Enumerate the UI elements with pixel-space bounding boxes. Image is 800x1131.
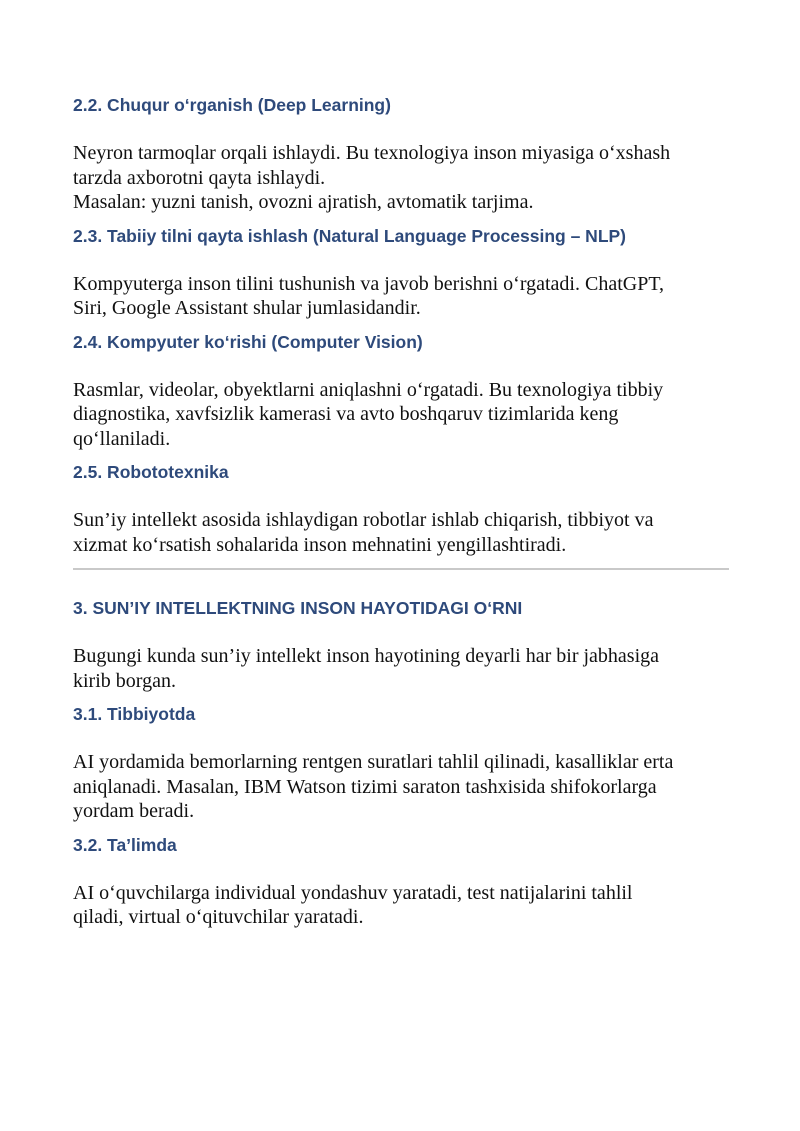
section-paragraph-3-2 [73, 881, 729, 930]
paragraph-line: qo‘llaniladi. [73, 427, 171, 450]
paragraph-line: Masalan: yuzni tanish, ovozni ajratish, avtomatik tarjima. [73, 191, 534, 213]
section-heading-2-3: 2.3. Tabiiy tilni qayta ishlash (Natural Language Processing – NLP) [73, 225, 627, 246]
section-heading-2-5: 2.5. Robototexnika [73, 462, 229, 482]
paragraph-line: AI yordamida bemorlarning rentgen suratlari tahlil qilinadi, kasalliklar erta [73, 751, 674, 773]
paragraph-line: yordam beradi. [73, 800, 195, 822]
horizontal-divider [73, 568, 729, 570]
section-paragraph-2-4 [73, 378, 729, 452]
section-paragraph-3 [73, 644, 729, 693]
paragraph-line: aniqlanadi. Masalan, IBM Watson tizimi saraton tashxisida shifokorlarga [73, 775, 657, 798]
paragraph-line: Sun’iy intellekt asosida ishlaydigan robotlar ishlab chiqarish, tibbiyot va [73, 509, 654, 531]
paragraph-line: AI o‘quvchilarga individual yondashuv yaratadi, test natijalarini tahlil [73, 881, 633, 904]
section-heading-3-1: 3.1. Tibbiyotda [73, 704, 196, 724]
paragraph-line: Bugungi kunda sun’iy intellekt inson hayotining deyarli har bir jabhasiga [73, 645, 660, 667]
paragraph-line: Neyron tarmoqlar orqali ishlaydi. Bu texnologiya inson miyasiga o‘xshash [73, 142, 671, 164]
paragraph-line: xizmat ko‘rsatish sohalarida inson mehnatini yengillashtiradi. [73, 533, 567, 556]
section-paragraph-2-3 [73, 272, 729, 321]
paragraph-line: Kompyuterga inson tilini tushunish va javob berishni o‘rgatadi. ChatGPT, [73, 272, 665, 295]
paragraph-line: Siri, Google Assistant shular jumlasidandir. [73, 297, 421, 319]
document-content [73, 93, 729, 930]
section-paragraph-3-1 [73, 750, 729, 824]
section-paragraph-2-5 [73, 508, 729, 557]
chapter-heading-3: 3. SUN’IY INTELLEKTNING INSON HAYOTIDAGI O‘RNI [73, 598, 523, 618]
paragraph-line: tarzda axborotni qayta ishlaydi. [73, 166, 326, 189]
paragraph-line: Rasmlar, videolar, obyektlarni aniqlashni o‘rgatadi. Bu texnologiya tibbiy [73, 378, 664, 401]
section-paragraph-2-2 [73, 141, 729, 215]
section-heading-2-2: 2.2. Chuqur o‘rganish (Deep Learning) [73, 95, 391, 115]
paragraph-line: diagnostika, xavfsizlik kamerasi va avto boshqaruv tizimlarida keng [73, 403, 619, 425]
section-heading-3-2: 3.2. Ta’limda [73, 834, 177, 855]
paragraph-line: kirib borgan. [73, 669, 176, 692]
section-heading-2-4: 2.4. Kompyuter ko‘rishi (Computer Vision) [73, 331, 423, 352]
paragraph-line: qiladi, virtual o‘qituvchilar yaratadi. [73, 906, 364, 928]
